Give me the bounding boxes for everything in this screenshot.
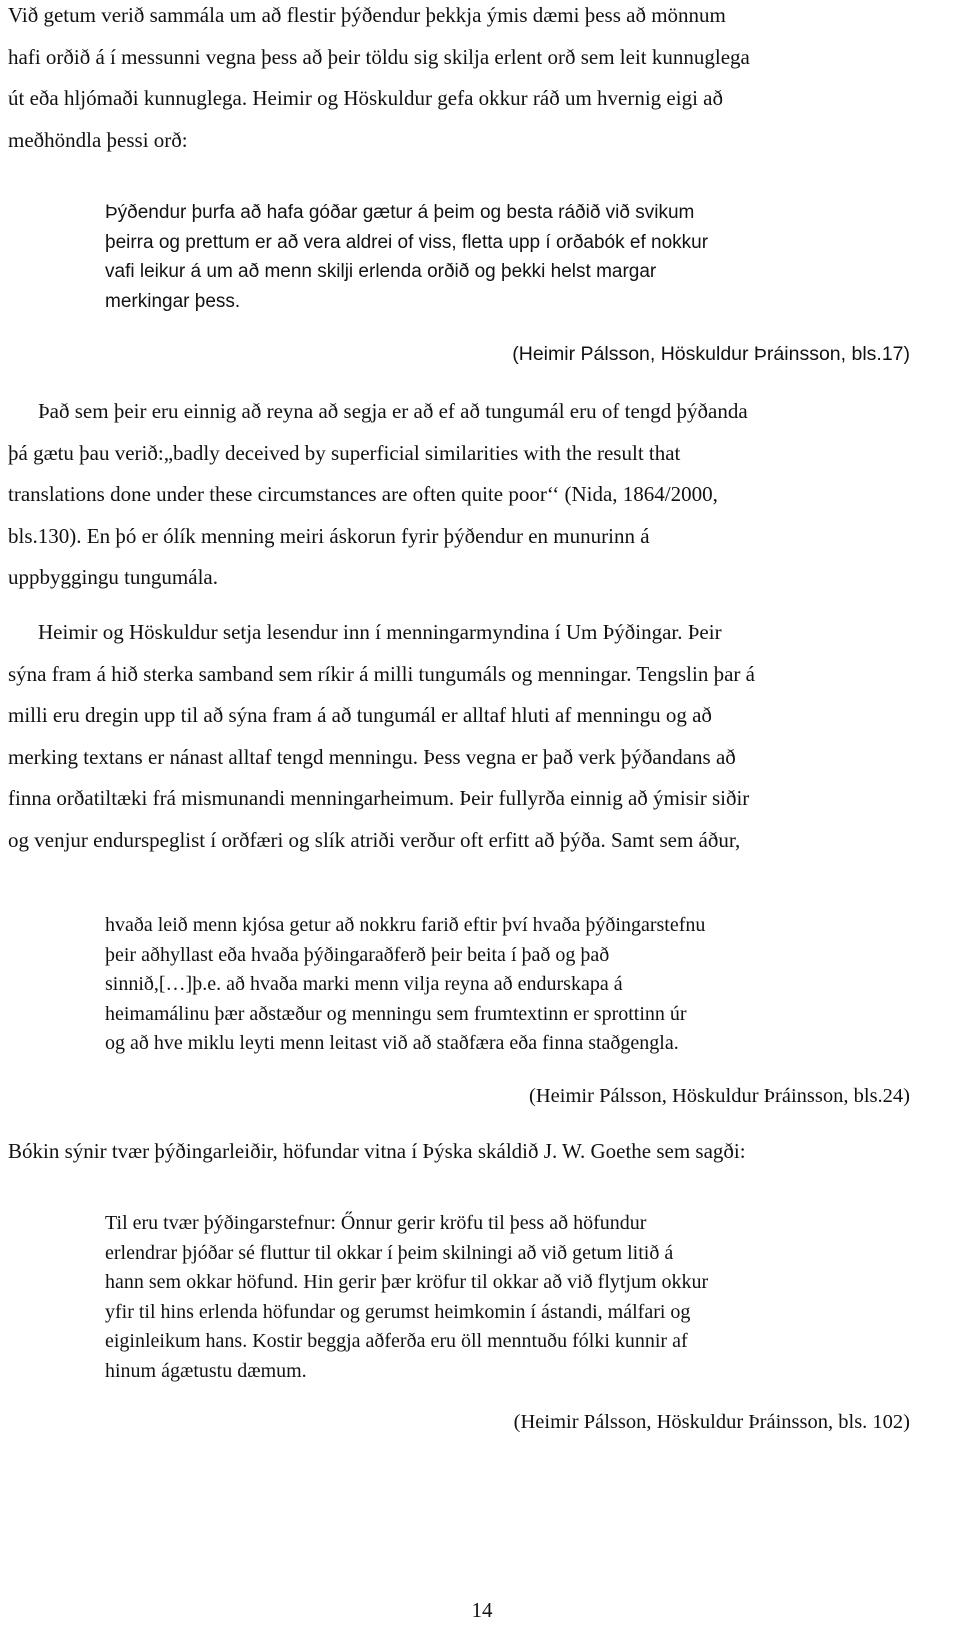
text-line: Við getum verið sammála um að flestir þýðendur þekkja ýmis dæmi þess að mönnum xyxy=(8,3,726,27)
block-quote xyxy=(105,1209,905,1386)
text-line: út eða hljómaði kunnuglega. Heimir og Höskuldur gefa okkur ráð um hvernig eigi að xyxy=(8,86,723,110)
text-line: milli eru dregin upp til að sýna fram á að tungumál er alltaf hluti af menningu og að xyxy=(8,703,712,727)
quote-citation: (Heimir Pálsson, Höskuldur Þráinsson, bls. 102) xyxy=(513,1411,910,1433)
body-paragraph xyxy=(8,612,920,861)
text-line: merking textans er nánast alltaf tengd menningu. Þess vegna er það verk þýðandans að xyxy=(8,744,736,769)
text-line: Bókin sýnir tvær þýðingarleiðir, höfundar vitna í Þýska skáldið J. W. Goethe sem sagði: xyxy=(8,1139,746,1163)
text-line: sýna fram á hið sterka samband sem ríkir á milli tungumáls og menningar. Tengslin þar á xyxy=(8,661,755,686)
quote-line: þeir aðhyllast eða hvaða þýðingaraðferð þeir beita í það og það xyxy=(105,943,610,966)
quote-line: hinum ágætustu dæmum. xyxy=(105,1359,307,1382)
text-line: meðhöndla þessi orð: xyxy=(8,127,188,152)
quote-line: og að hve miklu leyti menn leitast við að staðfæra eða finna staðgengla. xyxy=(105,1032,679,1054)
quote-line: Þýðendur þurfa að hafa góðar gætur á þeim og besta ráðið við svikum xyxy=(105,202,695,223)
body-paragraph xyxy=(8,391,920,599)
body-paragraph xyxy=(8,1131,920,1173)
quote-citation: (Heimir Pálsson, Höskuldur Þráinsson, bls.17) xyxy=(512,343,910,365)
text-line: Heimir og Höskuldur setja lesendur inn í menningarmyndina í Um Þýðingar. Þeir xyxy=(38,620,722,644)
quote-line: Til eru tvær þýðingarstefnur: Őnnur gerir kröfu til þess að höfundur xyxy=(105,1212,647,1234)
text-line: Það sem þeir eru einnig að reyna að segja er að ef að tungumál eru of tengd þýðanda xyxy=(38,399,748,423)
text-line: hafi orðið á í messunni vegna þess að þeir töldu sig skilja erlent orð sem leit kunnuglega xyxy=(8,44,750,69)
body-paragraph xyxy=(8,0,920,161)
block-quote xyxy=(105,911,905,1059)
block-quote xyxy=(105,198,905,316)
quote-line: hann sem okkar höfund. Hin gerir þær kröfur til okkar að við flytjum okkur xyxy=(105,1271,709,1293)
quote-citation: (Heimir Pálsson, Höskuldur Þráinsson, bls.24) xyxy=(529,1085,910,1107)
quote-line: hvaða leið menn kjósa getur að nokkru farið eftir því hvaða þýðingarstefnu xyxy=(105,914,706,936)
text-line: þá gætu þau verið:„badly deceived by superficial similarities with the result that xyxy=(8,440,681,465)
quote-line: merkingar þess. xyxy=(105,290,241,312)
text-line: og venjur endurspeglist í orðfæri og slík atriði verður oft erfitt að þýða. Samt sem áður, xyxy=(8,827,741,852)
text-line: translations done under these circumstances are often quite poor‘‘ (Nida, 1864/2000, xyxy=(8,482,718,506)
quote-line: eiginleikum hans. Kostir beggja aðferða eru öll menntuðu fólki kunnir af xyxy=(105,1330,688,1352)
quote-line: sinnið,[…]þ.e. að hvaða marki menn vilja reyna að endurskapa á xyxy=(105,973,623,995)
quote-line: yfir til hins erlenda höfundar og gerumst heimkomin í ástandi, málfari og xyxy=(105,1300,691,1323)
page-number: 14 xyxy=(471,1598,493,1622)
text-line: bls.130). En þó er ólík menning meiri áskorun fyrir þýðendur en munurinn á xyxy=(8,523,650,548)
text-line: finna orðatiltæki frá mismunandi menningarheimum. Þeir fullyrða einnig að ýmisir siðir xyxy=(8,786,750,810)
quote-line: heimamálinu þær aðstæður og menningu sem frumtextinn er sprottinn úr xyxy=(105,1002,687,1025)
text-line: uppbyggingu tungumála. xyxy=(8,565,218,589)
quote-line: erlendrar þjóðar sé fluttur til okkar í þeim skilningi að við getum litið á xyxy=(105,1241,674,1264)
quote-line: vafi leikur á um að menn skilji erlenda orðið og þekki helst margar xyxy=(105,261,657,282)
quote-line: þeirra og prettum er að vera aldrei of viss, fletta upp í orðabók ef nokkur xyxy=(105,231,709,253)
